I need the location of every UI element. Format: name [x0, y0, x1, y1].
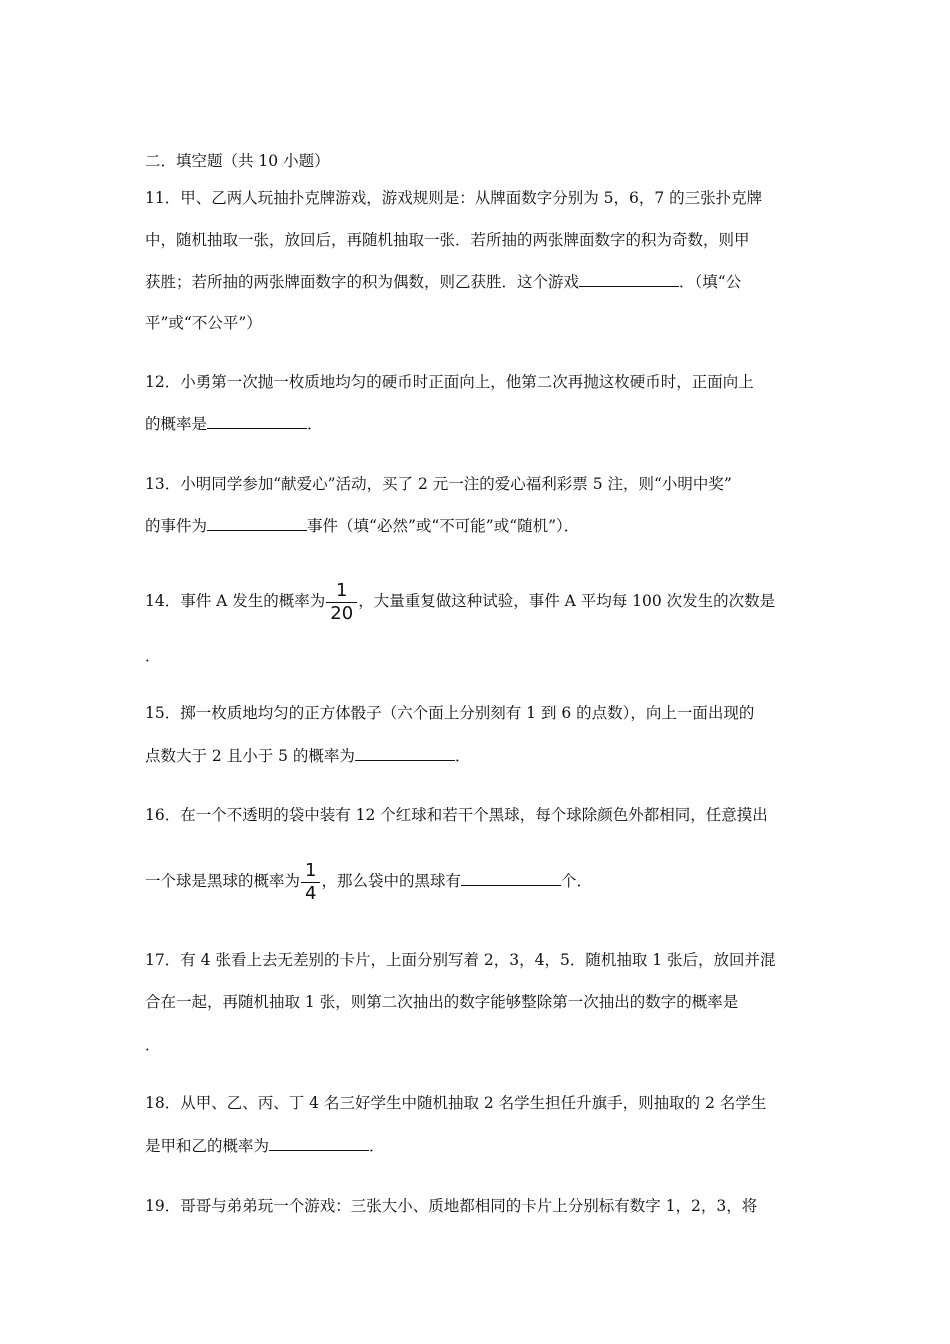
q13-line-2-text: 的事件为 [145, 517, 208, 535]
q18-line-2-text: 是甲和乙的概率为 [145, 1137, 270, 1155]
q18-line-1: 18．从甲、乙、丙、丁 4 名三好学生中随机抽取 2 名学生担任升旗手，则抽取的 2 名学生 [145, 1094, 767, 1112]
answer-blank[interactable] [461, 871, 561, 886]
fraction-one-quarter [303, 861, 318, 904]
answer-blank[interactable] [579, 272, 679, 287]
q15-line-2 [145, 746, 470, 766]
q14-line-1-tail: ，大量重复做这种试验，事件 A 平均每 100 次发生的次数是 [358, 592, 776, 610]
q16-line-2-mid: ，那么袋中的黑球有 [321, 872, 461, 890]
q11-line-1: 11．甲、乙两人玩抽扑克牌游戏，游戏规则是：从牌面数字分别为 5，6，7 的三张扑克牌 [145, 189, 763, 207]
q14-line-1 [145, 578, 775, 624]
answer-blank[interactable] [207, 516, 307, 531]
q11-line-4: 平”或“不公平”） [145, 314, 262, 332]
q13-line-1: 13．小明同学参加“献爱心”活动，买了 2 元一注的爱心福利彩票 5 注，则“小明中奖” [145, 475, 732, 493]
q13-line-2-tail: 事件（填“必然”或“不可能”或“随机”）． [307, 517, 580, 535]
q19-line-1: 19．哥哥与弟弟玩一个游戏：三张大小、质地都相同的卡片上分别标有数字 1，2，3，将 [145, 1197, 758, 1215]
q12-line-1: 12．小勇第一次抛一枚质地均匀的硬币时正面向上，他第二次再抛这枚硬币时，正面向上 [145, 373, 754, 391]
q14-line-1-text: 14．事件 A 发生的概率为 [145, 592, 326, 610]
q16-line-2-text: 一个球是黑球的概率为 [145, 872, 301, 890]
fraction-denominator: 4 [305, 882, 317, 904]
q13-line-2 [145, 516, 579, 536]
q12-line-2-tail: ． [307, 415, 323, 433]
answer-blank[interactable] [207, 414, 307, 429]
q16-line-1: 16．在一个不透明的袋中装有 12 个红球和若干个黑球，每个球除颜色外都相同，任意摸出 [145, 806, 768, 824]
q16-line-2-tail: 个． [560, 872, 592, 890]
q15-line-2-text: 点数大于 2 且小于 5 的概率为 [145, 747, 355, 765]
q11-line-3-text: 获胜；若所抽的两张牌面数字的积为偶数，则乙获胜．这个游戏 [145, 273, 580, 291]
answer-blank[interactable] [355, 746, 455, 761]
q18-line-2 [145, 1136, 385, 1156]
q11-line-3-tail: ．（填“公 [679, 273, 742, 291]
q15-line-1: 15．掷一枚质地均匀的正方体骰子（六个面上分别刻有 1 到 6 的点数），向上一面出现的 [145, 704, 755, 722]
q14-line-2: ． [145, 647, 161, 665]
fraction-one-twentieth [328, 581, 355, 624]
q11-line-2: 中，随机抽取一张，放回后，再随机抽取一张．若所抽的两张牌面数字的积为奇数，则甲 [145, 231, 750, 249]
q17-line-1: 17．有 4 张看上去无差别的卡片，上面分别写着 2，3，4，5．随机抽取 1 张后，放回并混 [145, 951, 776, 969]
q17-line-3: ． [145, 1036, 161, 1054]
section-title: 二．填空题（共 10 小题） [145, 152, 330, 170]
answer-blank[interactable] [269, 1136, 369, 1151]
q12-line-2 [145, 414, 323, 434]
fraction-numerator: 1 [305, 859, 317, 881]
q15-line-2-tail: ． [454, 747, 471, 765]
q17-line-2: 合在一起，再随机抽取 1 张，则第二次抽出的数字能够整除第一次抽出的数字的概率是 [145, 993, 739, 1011]
fraction-denominator: 20 [330, 602, 354, 624]
q18-line-2-tail: ． [369, 1137, 385, 1155]
q11-line-3 [145, 272, 741, 292]
q12-line-2-text: 的概率是 [145, 415, 208, 433]
q16-line-2 [145, 858, 592, 904]
fraction-numerator: 1 [336, 579, 348, 601]
